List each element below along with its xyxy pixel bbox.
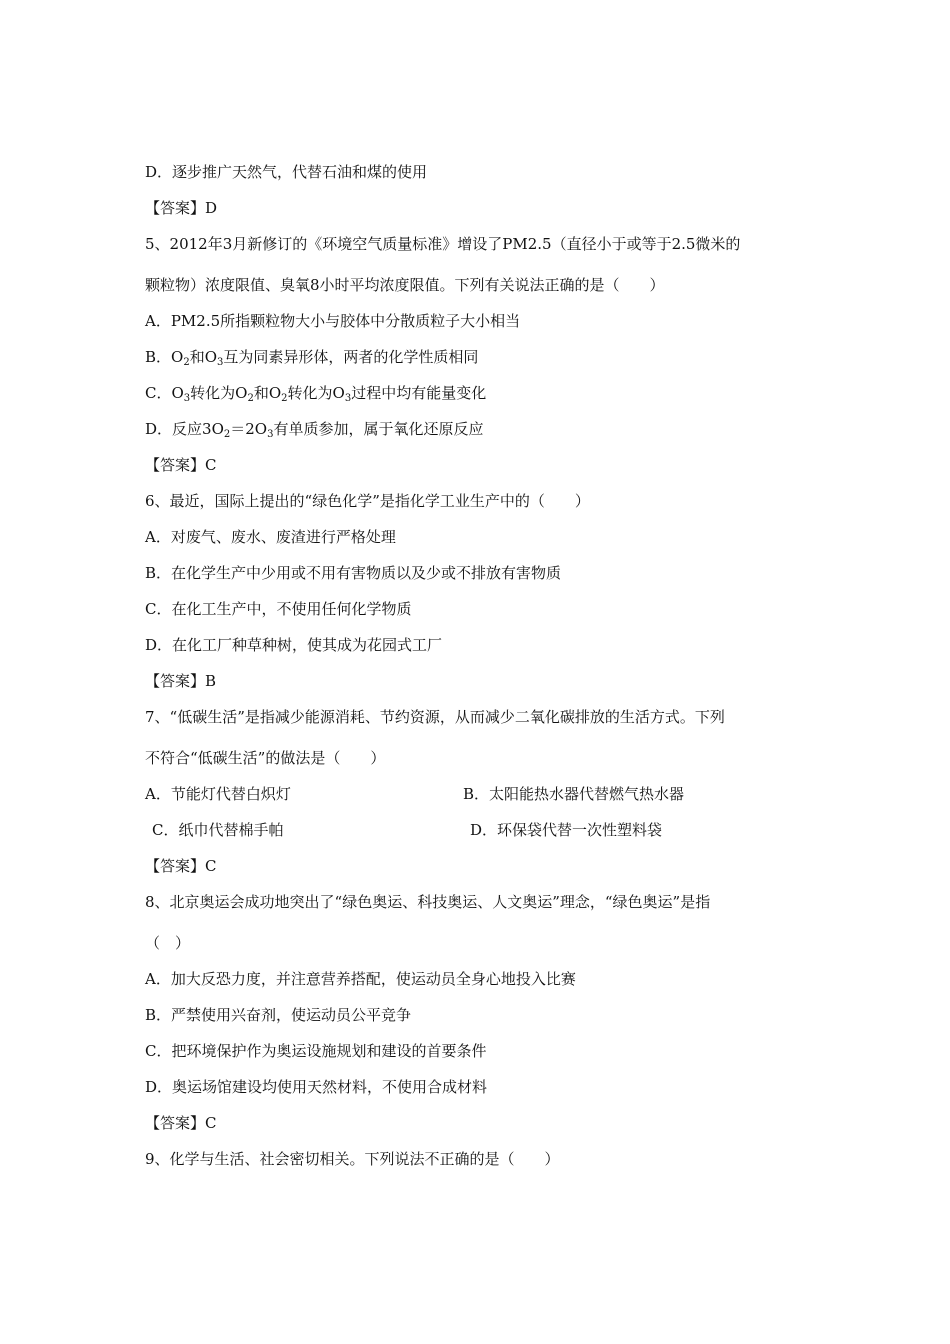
q5-option-c: C．$O_3$转化为$O_2$和$O_2$转化为$O_3$过程中均有能量变化 bbox=[145, 384, 487, 404]
q6-stem: 6、最近，国际上提出的“绿色化学”是指化学工业生产中的（ ） bbox=[145, 492, 590, 510]
q7-stem-line2: 不符合“低碳生活”的做法是（ ） bbox=[145, 749, 386, 767]
q7-option-a: A．节能灯代替白炽灯 bbox=[145, 785, 291, 803]
q7-answer: 【答案】C bbox=[145, 857, 217, 875]
q7-option-d: D．环保袋代替一次性塑料袋 bbox=[470, 821, 663, 839]
q5-option-b: B．$O_2$和$O_3$互为同素异形体，两者的化学性质相同 bbox=[145, 348, 479, 368]
q4-option-d: D．逐步推广天然气，代替石油和煤的使用 bbox=[145, 163, 428, 181]
q7-option-c: C．纸巾代替棉手帕 bbox=[152, 821, 284, 839]
q4-answer: 【答案】D bbox=[145, 199, 218, 217]
q8-option-c: C．把环境保护作为奥运设施规划和建设的首要条件 bbox=[145, 1042, 487, 1060]
q9-stem: 9、化学与生活、社会密切相关。下列说法不正确的是（ ） bbox=[145, 1150, 560, 1168]
q6-option-c: C．在化工生产中，不使用任何化学物质 bbox=[145, 600, 412, 618]
q8-stem-line2: （ ） bbox=[145, 934, 191, 952]
q7-option-b: B．太阳能热水器代替燃气热水器 bbox=[463, 785, 685, 803]
q8-answer: 【答案】C bbox=[145, 1114, 217, 1132]
q5-option-d: D．反应$3O_2=2O_3$有单质参加，属于氧化还原反应 bbox=[145, 420, 484, 440]
q5-option-a: A．PM2.5所指颗粒物大小与胶体中分散质粒子大小相当 bbox=[145, 312, 521, 330]
q6-option-d: D．在化工厂种草种树，使其成为花园式工厂 bbox=[145, 636, 443, 654]
q8-option-b: B．严禁使用兴奋剂，使运动员公平竞争 bbox=[145, 1006, 412, 1024]
q6-option-a: A．对废气、废水、废渣进行严格处理 bbox=[145, 528, 396, 546]
q6-answer: 【答案】B bbox=[145, 672, 217, 690]
q8-option-a: A．加大反恐力度，并注意营养搭配，使运动员全身心地投入比赛 bbox=[145, 970, 576, 988]
q5-stem-line2: 颗粒物）浓度限值、臭氧8小时平均浓度限值。下列有关说法正确的是（ ） bbox=[145, 276, 665, 294]
q8-option-d: D．奥运场馆建设均使用天然材料，不使用合成材料 bbox=[145, 1078, 488, 1096]
q7-stem-line1: 7、“低碳生活”是指减少能源消耗、节约资源，从而减少二氧化碳排放的生活方式。下列 bbox=[145, 708, 725, 726]
q8-stem-line1: 8、北京奥运会成功地突出了“绿色奥运、科技奥运、人文奥运”理念，“绿色奥运”是指 bbox=[145, 893, 711, 911]
q5-answer: 【答案】C bbox=[145, 456, 217, 474]
q6-option-b: B．在化学生产中少用或不用有害物质以及少或不排放有害物质 bbox=[145, 564, 562, 582]
q5-stem-line1: 5、2012年3月新修订的《环境空气质量标准》增设了PM2.5（直径小于或等于2.5微米的 bbox=[145, 235, 741, 253]
